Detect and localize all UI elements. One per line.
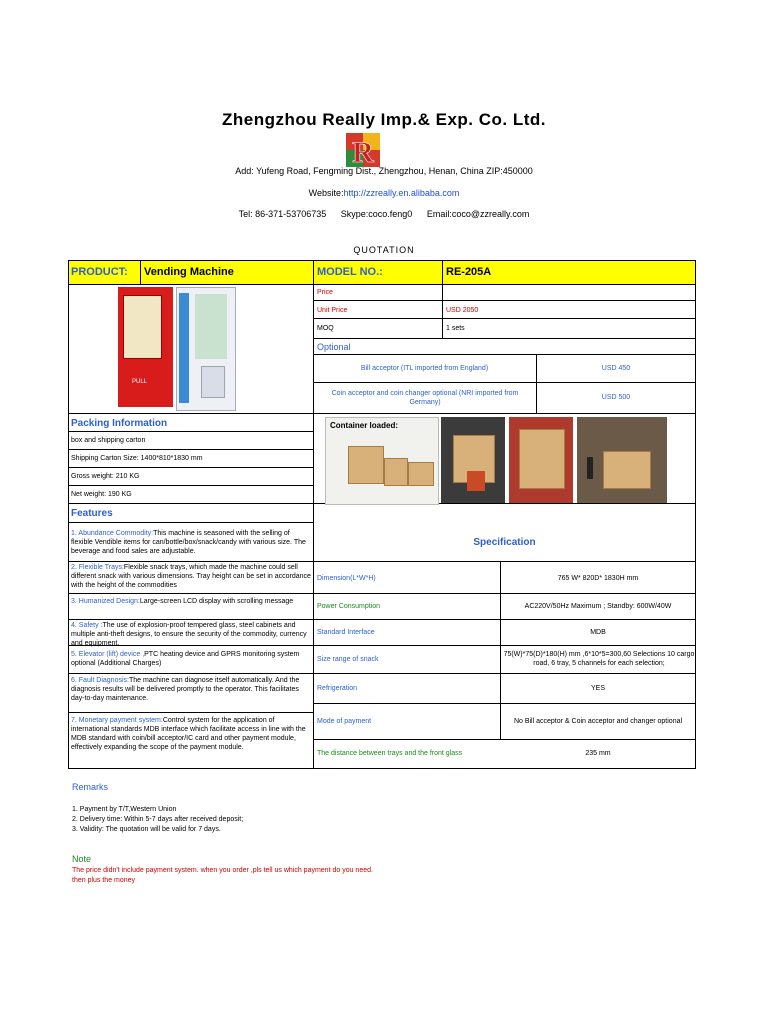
- website-link[interactable]: http://zzreally.en.alibaba.com: [343, 188, 460, 198]
- website-label: Website:: [308, 188, 344, 198]
- svg-text:R: R: [352, 136, 374, 167]
- feature-item: 1. Abundance Commodity:This machine is seasoned with the selling of flexible Vendible items for can/bottle/box/snack/candy with various size. The beverage and food sales are adjustable.: [71, 530, 306, 555]
- remark-item: 3. Validity: The quotation will be valid for 7 days.: [72, 826, 221, 833]
- contact-line: [0, 209, 768, 219]
- spec-label: Refrigeration: [317, 685, 358, 692]
- features-title: Features: [71, 508, 113, 519]
- website-line: [0, 188, 768, 198]
- packing-row: Gross weight: 210 KG: [71, 473, 140, 480]
- spec-label: Dimension(L*W*H): [317, 575, 376, 582]
- packing-row: Net weight: 190 KG: [71, 491, 132, 498]
- note-title: Note: [72, 854, 92, 864]
- unit-price-label: Unit Price: [317, 307, 348, 314]
- feature-item: 4. Safety :The use of explosion-proof tempered glass, steel cabinets and multiple anti-theft designs, to ensure the security of the commodity, currency and equipment.: [71, 622, 307, 647]
- company-name: Zhengzhou Really Imp.& Exp. Co. Ltd.: [221, 110, 546, 129]
- spec-label: Size range of snack: [317, 656, 379, 663]
- quotation-heading: QUOTATION: [353, 245, 415, 255]
- white-vending-machine-image: [176, 287, 236, 411]
- company-logo: [346, 133, 380, 167]
- feature-item: 6. Fault Diagnosis:The machine can diagnose itself automatically. And the diagnosis results will be delivered promptly to the operator. This facilitates day-to-day maintenance.: [71, 677, 300, 702]
- option-coin-acceptor-price: USD 500: [601, 394, 631, 401]
- spec-value: 235 mm: [585, 750, 611, 757]
- moq-label: MOQ: [317, 325, 334, 332]
- loading-photo-2: [509, 417, 573, 503]
- telephone: Tel: 86-371-53706735: [238, 209, 327, 219]
- unit-price-value: USD 2050: [446, 307, 479, 314]
- spec-label: Standard Interface: [317, 629, 375, 636]
- spec-label: Power Consumption: [317, 603, 381, 610]
- product-value: Vending Machine: [144, 266, 234, 278]
- container-loaded-label: Container loaded:: [330, 421, 399, 430]
- feature-item: 3. Humanized Design:Large-screen LCD display with scrolling message: [71, 598, 294, 605]
- feature-item: 5. Elevator (lift) device ,PTC heating device and GPRS monitoring system optional (Additional Charges): [71, 651, 300, 667]
- spec-value: MDB: [590, 629, 606, 636]
- packing-row: Shipping Carton Size: 1400*810*1830 mm: [71, 455, 203, 462]
- loading-photo-1: [441, 417, 505, 503]
- specification-title: Specification: [473, 537, 536, 548]
- model-label: MODEL NO.:: [317, 266, 383, 278]
- remark-item: 2. Delivery time: Within 5-7 days after received deposit;: [72, 816, 244, 823]
- packing-info-title: Packing Information: [71, 418, 168, 429]
- remarks-title: Remarks: [72, 782, 109, 792]
- spec-label: The distance between trays and the front glass: [317, 750, 463, 757]
- skype-id: Skype:coco.feng0: [340, 209, 413, 219]
- moq-value: 1 sets: [446, 325, 465, 332]
- option-bill-acceptor: Bill acceptor (ITL imported from England): [360, 365, 489, 372]
- note-line: The price didn't include payment system. when you order ,pls tell us which payment do you need.: [72, 867, 373, 874]
- note-line: then plus the money: [72, 877, 136, 884]
- feature-item: 2. Flexible Trays:Flexible snack trays, which made the machine could sell different snack with various dimensions. Tray height can be set in accordance with the height of the commodities: [71, 564, 311, 589]
- spec-value: 765 W* 820D* 1830H mm: [557, 575, 639, 582]
- pull-label: PULL: [132, 379, 148, 385]
- container-loaded-image: [325, 417, 439, 505]
- option-coin-acceptor: Coin acceptor and coin changer optional (NRI imported from Germany): [331, 390, 519, 406]
- spec-label: Mode of payment: [317, 718, 372, 725]
- spec-value: YES: [590, 685, 605, 692]
- model-value: RE-205A: [446, 266, 492, 278]
- option-bill-acceptor-price: USD 450: [601, 365, 631, 372]
- packing-row: box and shipping carton: [71, 437, 146, 444]
- red-vending-machine-image: [118, 287, 173, 407]
- optional-label: Optional: [317, 342, 351, 352]
- product-label: PRODUCT:: [71, 266, 128, 278]
- spec-value: No Bill acceptor & Coin acceptor and changer optional: [513, 718, 683, 725]
- feature-item: 7. Monetary payment system:Control system for the application of international standards MDB interface which facilitate access in line with the MDB standard with coin/bill acceptor/IC card and other payment module, effectively expanding the scope of the payment module.: [71, 717, 306, 751]
- price-label: Price: [317, 289, 333, 296]
- spec-value: AC220V/50Hz Maximum ; Standby: 600W/40W: [524, 603, 672, 610]
- spec-value: 75(W)*75(D)*180(H) mm ,6*10*5=300,60 Selections 10 cargo road, 6 tray, 5 channels for each selection;: [503, 651, 695, 667]
- remark-item: 1. Payment by T/T,Western Union: [72, 806, 177, 813]
- loading-photo-3: [577, 417, 667, 503]
- company-address: Add: Yufeng Road, Fengming Dist., Zhengzhou, Henan, China ZIP:450000: [235, 166, 533, 176]
- email-address[interactable]: Email:coco@zzreally.com: [426, 209, 530, 219]
